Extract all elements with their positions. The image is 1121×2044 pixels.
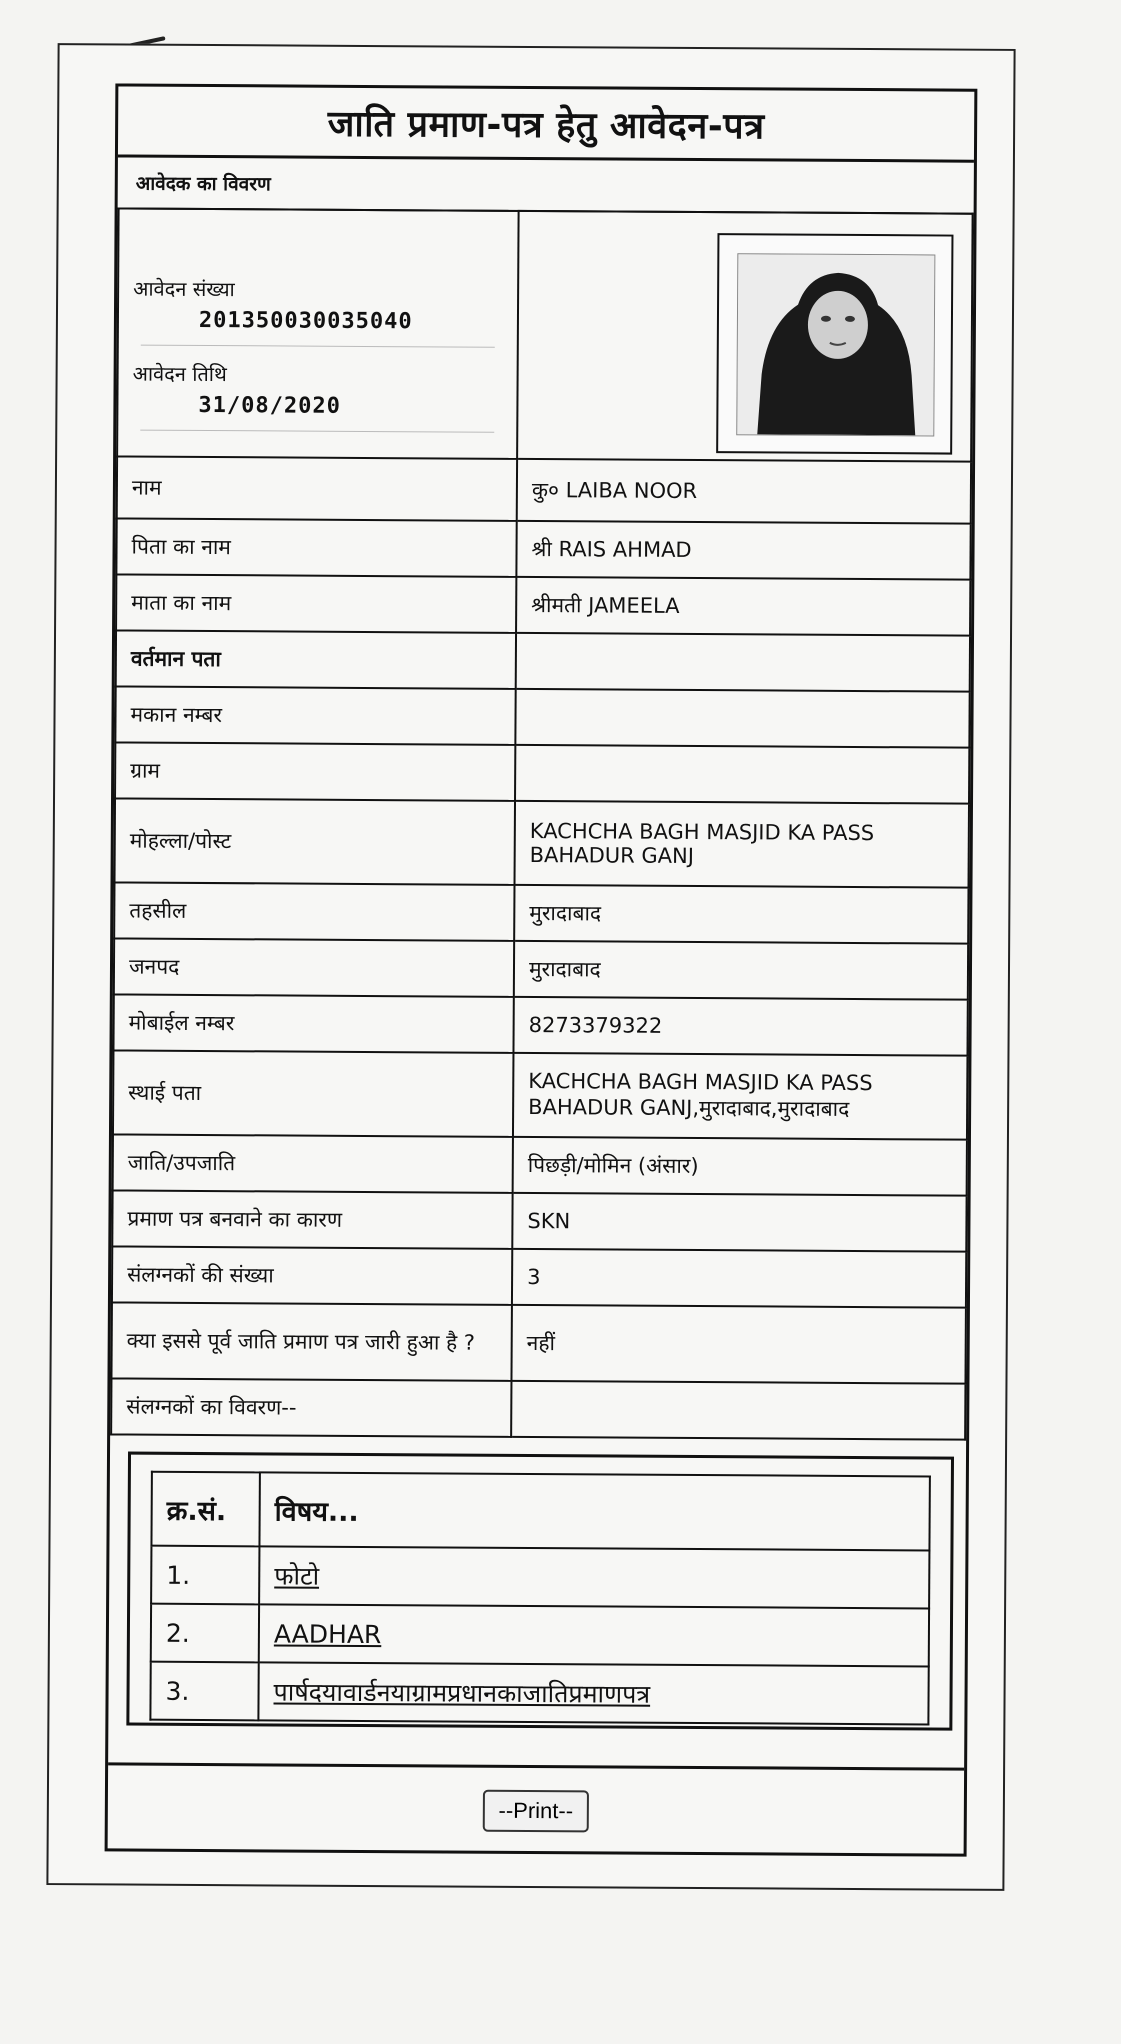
- row-value: 8273379322: [513, 997, 967, 1056]
- print-button[interactable]: --Print--: [482, 1790, 589, 1833]
- row-tehsil: [114, 882, 968, 943]
- row-permanent-address: [113, 1050, 967, 1139]
- application-form: [105, 83, 978, 1856]
- row-current-address: [116, 630, 970, 691]
- row-value: मुरादाबाद: [514, 941, 968, 1000]
- meta-divider: [141, 345, 495, 348]
- row-caste: [113, 1134, 967, 1195]
- row-label: जाति/उपजाति: [113, 1134, 513, 1192]
- attachment-serial: 3.: [150, 1662, 258, 1721]
- attachments-table: [149, 1471, 931, 1726]
- row-label: मोबाईल नम्बर: [113, 994, 513, 1052]
- attachment-cell: [258, 1662, 928, 1724]
- row-value: श्री RAIS AHMAD: [516, 521, 970, 580]
- row-value: 3: [512, 1249, 966, 1308]
- section-heading: आवेदक का विवरण: [118, 157, 974, 214]
- attachment-link[interactable]: फोटो: [274, 1561, 320, 1591]
- details-table: [110, 207, 973, 1440]
- row-value: मुरादाबाद: [514, 885, 968, 944]
- page-border: [46, 43, 1015, 1891]
- row-label: मोहल्ला/पोस्ट: [115, 798, 516, 884]
- row-previous-certificate: [111, 1302, 965, 1383]
- attachment-row: [150, 1662, 928, 1725]
- row-label: स्थाई पता: [113, 1050, 514, 1136]
- application-date-label: आवेदन तिथि: [132, 361, 227, 387]
- applicant-photo-frame: [716, 233, 953, 454]
- row-value: KACHCHA BAGH MASJID KA PASS BAHADUR GANJ,मुरादाबाद,मुरादाबाद: [513, 1053, 968, 1140]
- row-attachment-count: [112, 1246, 966, 1307]
- application-number: 201350030035040: [198, 307, 413, 335]
- row-label: जनपद: [114, 938, 514, 996]
- row-house-number: [115, 686, 969, 747]
- row-name: [117, 456, 971, 523]
- col-serial-header: क्र.सं.: [151, 1472, 259, 1547]
- row-label: तहसील: [114, 882, 514, 940]
- application-meta-row: [117, 208, 972, 461]
- row-mother-name: [116, 574, 970, 635]
- attachment-serial: 1.: [151, 1546, 259, 1605]
- row-label: प्रमाण पत्र बनवाने का कारण: [112, 1190, 512, 1248]
- attachment-row: [151, 1546, 929, 1609]
- row-attachment-details: [111, 1378, 965, 1439]
- row-mobile: [113, 994, 967, 1055]
- row-label: संलग्नकों का विवरण--: [111, 1378, 511, 1436]
- row-value: KACHCHA BAGH MASJID KA PASS BAHADUR GANJ: [515, 801, 970, 888]
- details-table-wrap: [110, 207, 973, 1440]
- meta-divider: [140, 430, 494, 433]
- row-label: नाम: [117, 456, 517, 520]
- row-label: माता का नाम: [116, 574, 516, 632]
- attachment-link[interactable]: AADHAR: [273, 1618, 382, 1649]
- attachment-row: [151, 1604, 929, 1667]
- row-value: नहीं: [511, 1305, 965, 1384]
- attachment-cell: [259, 1546, 929, 1608]
- row-label: वर्तमान पता: [116, 630, 516, 688]
- photo-cell: [517, 211, 973, 462]
- row-label: क्या इससे पूर्व जाति प्रमाण पत्र जारी हुआ है ?: [111, 1302, 511, 1380]
- row-value: [515, 689, 969, 748]
- row-label: पिता का नाम: [116, 518, 516, 576]
- attachments-panel: [126, 1452, 954, 1731]
- print-bar: [108, 1762, 965, 1856]
- attachment-link[interactable]: पार्षदयावार्डनयाग्रामप्रधानकाजातिप्रमाणपत्र: [273, 1677, 651, 1709]
- row-reason: [112, 1190, 966, 1251]
- form-title: जाति प्रमाण-पत्र हेतु आवेदन-पत्र: [118, 86, 974, 162]
- attachment-cell: [259, 1604, 929, 1666]
- row-district: [114, 938, 968, 999]
- row-village: [115, 742, 969, 803]
- col-subject-header: विषय...: [259, 1472, 929, 1550]
- row-value: पिछड़ी/मोमिन (अंसार): [513, 1137, 967, 1196]
- application-meta-cell: [117, 208, 519, 458]
- row-label: संलग्नकों की संख्या: [112, 1246, 512, 1304]
- row-label: मकान नम्बर: [115, 686, 515, 744]
- row-value: [515, 745, 969, 804]
- row-value: [511, 1381, 965, 1440]
- attachment-serial: 2.: [151, 1604, 259, 1663]
- row-locality-post: [115, 798, 969, 887]
- application-date: 31/08/2020: [198, 392, 341, 419]
- applicant-photo-icon: [737, 254, 934, 435]
- row-value: [516, 633, 970, 692]
- row-value: श्रीमती JAMEELA: [516, 577, 970, 636]
- applicant-photo: [736, 253, 935, 436]
- row-value: कु० LAIBA NOOR: [517, 459, 971, 524]
- row-label: ग्राम: [115, 742, 515, 800]
- attachments-header-row: [151, 1472, 929, 1551]
- application-number-label: आवेदन संख्या: [133, 276, 235, 302]
- row-father-name: [116, 518, 970, 579]
- row-value: SKN: [512, 1193, 966, 1252]
